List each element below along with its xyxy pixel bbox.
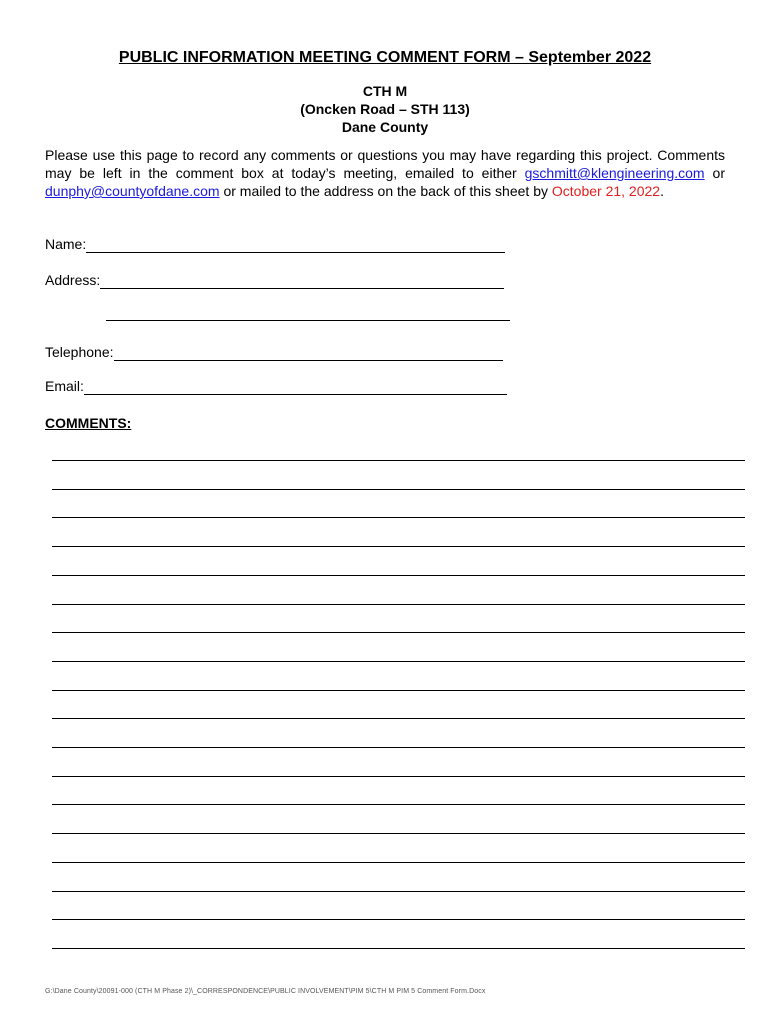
comment-line[interactable]	[52, 546, 745, 547]
comment-line[interactable]	[52, 919, 745, 920]
comment-line[interactable]	[52, 862, 745, 863]
name-label: Name:	[45, 236, 87, 252]
comment-line[interactable]	[52, 604, 745, 605]
deadline-date: October 21, 2022	[551, 183, 661, 199]
comment-line[interactable]	[52, 460, 745, 461]
county-name: Dane County	[341, 119, 429, 135]
email-label: Email:	[45, 378, 84, 394]
address-field[interactable]	[45, 271, 504, 289]
comment-line[interactable]	[52, 776, 745, 777]
instructions-paragraph	[45, 146, 725, 200]
telephone-field[interactable]	[45, 343, 503, 361]
comments-heading: COMMENTS:	[45, 415, 132, 431]
comment-line[interactable]	[52, 661, 745, 662]
road-name: CTH M	[362, 83, 408, 99]
email-field[interactable]	[45, 377, 507, 395]
form-title: PUBLIC INFORMATION MEETING COMMENT FORM – September 2022	[118, 49, 652, 66]
address-label: Address:	[45, 272, 101, 288]
email-line[interactable]	[84, 380, 507, 395]
instructions-text-2: or	[704, 165, 725, 181]
comment-line[interactable]	[52, 718, 745, 719]
file-path-footer: G:\Dane County\20091-000 (CTH M Phase 2)\_CORRESPONDENCE\PUBLIC INVOLVEMENT\PIM 5\CTH M PIM 5 Comment Form.Docx	[45, 988, 486, 995]
comment-line[interactable]	[52, 891, 745, 892]
address-line-1[interactable]	[100, 274, 504, 289]
name-field[interactable]	[45, 235, 505, 253]
comment-line[interactable]	[52, 489, 745, 490]
instructions-text-3: or mailed to the address on the back of this sheet by	[219, 183, 552, 199]
email-link-gschmitt[interactable]: gschmitt@klengineering.com	[524, 165, 705, 181]
comment-line[interactable]	[52, 948, 745, 949]
comment-line[interactable]	[52, 833, 745, 834]
comment-line[interactable]	[52, 517, 745, 518]
comment-line[interactable]	[52, 690, 745, 691]
comment-line[interactable]	[52, 575, 745, 576]
comment-line[interactable]	[52, 632, 745, 633]
telephone-label: Telephone:	[45, 344, 114, 360]
road-segment: (Oncken Road – STH 113)	[300, 101, 470, 117]
address-line-2[interactable]	[106, 320, 510, 321]
email-link-dunphy[interactable]: dunphy@countyofdane.com	[45, 183, 220, 199]
telephone-line[interactable]	[114, 346, 503, 361]
instructions-text-4: .	[660, 183, 664, 199]
comment-line[interactable]	[52, 804, 745, 805]
instructions-text-1: Please use this page to record any comments or questions you may have regarding this project. Comments may be left in the comment box at today’s meeting, emailed to either	[45, 147, 725, 181]
name-line[interactable]	[86, 238, 505, 253]
comment-line[interactable]	[52, 747, 745, 748]
